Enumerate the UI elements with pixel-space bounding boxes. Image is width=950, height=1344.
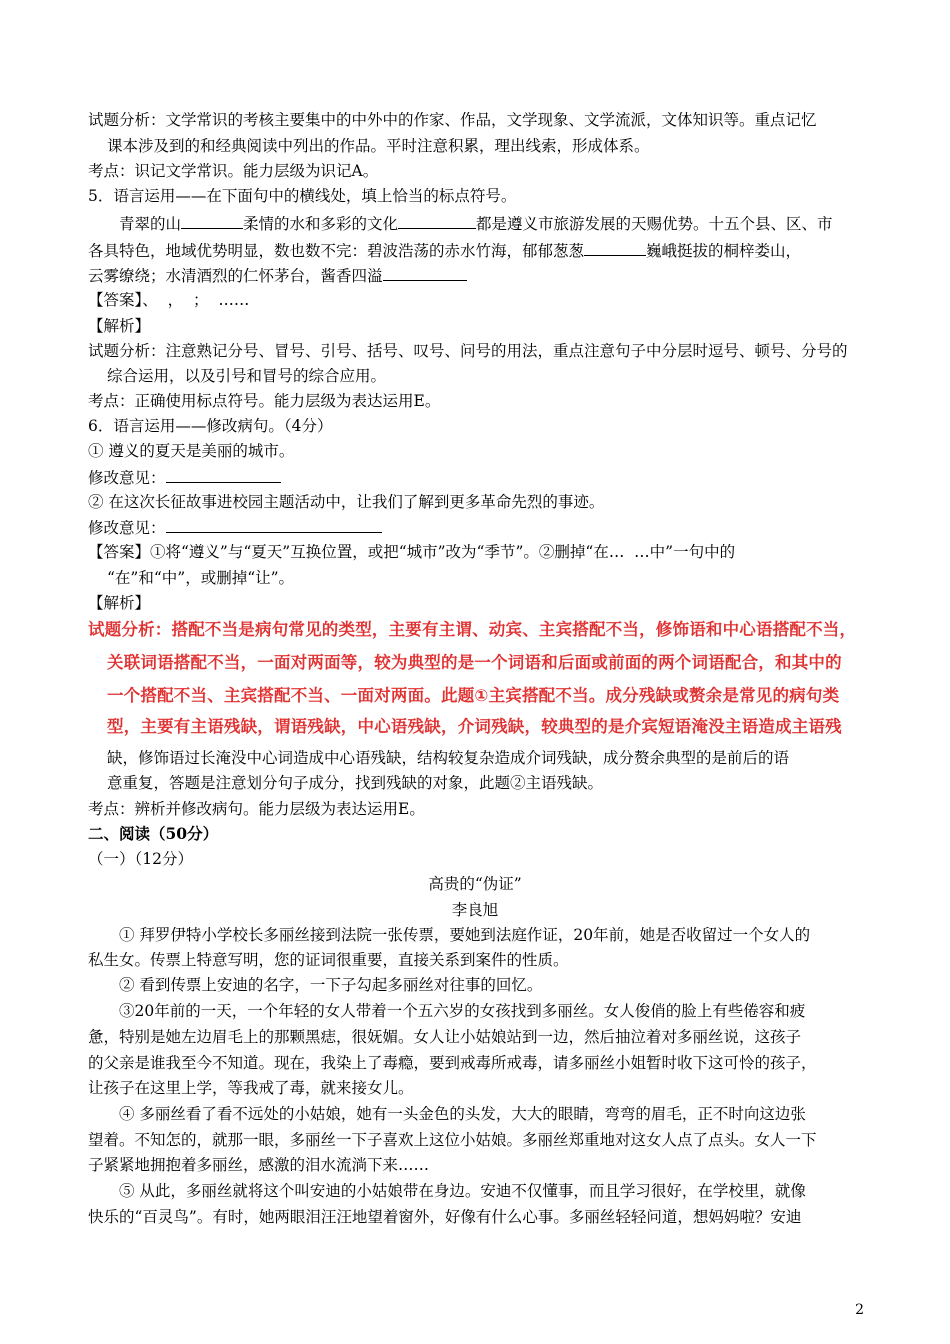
- paragraph-4-line2: 望着。不知怎的，就那一眼，多丽丝一下子喜欢上这位小姑娘。多丽丝郑重地对这女人点了点头。女人一下: [88, 1131, 817, 1149]
- q6-fix1: 修改意见：: [88, 467, 281, 488]
- page-number: 2: [855, 1302, 864, 1318]
- q6-fix2: 修改意见：: [88, 517, 382, 538]
- paragraph-5-line2: 快乐的“百灵鸟”。有时，她两眼泪汪汪地望着窗外，好像有什么心事。多丽丝轻轻问道，想妈妈啦？安迪: [88, 1208, 802, 1226]
- q6-analysis-red-line1: 试题分析：搭配不当是病句常见的类型，主要有主谓、动宾、主宾搭配不当，修饰语和中心语搭配不当，: [88, 620, 857, 639]
- q6-sentence2: ② 在这次长征故事进校园主题活动中，让我们了解到更多革命先烈的事迹。: [88, 493, 605, 511]
- blank[interactable]: [398, 213, 476, 229]
- q5-point: 考点：正确使用标点符号。能力层级为表达运用E。: [88, 392, 441, 410]
- q6-answer-line1: 【答案】①将“遵义”与“夏天”互换位置，或把“城市”改为“季节”。②删掉“在… …中”一句中的: [88, 543, 736, 561]
- q6-analysis-red-line3: 一个搭配不当、主宾搭配不当、一面对两面。此题①主宾搭配不当。成分残缺或赘余是常见的病句类: [107, 686, 840, 705]
- q5-passage-line1: 青翠的山 柔情的水和多彩的文化 都是遵义市旅游发展的天赐优势。十五个县、区、市: [119, 215, 833, 233]
- section-heading: 二、阅读（50分）: [88, 824, 219, 843]
- answer-line[interactable]: [166, 517, 382, 533]
- q6-title: 6．语言运用——修改病句。（4分）: [88, 417, 333, 435]
- paragraph-3-line4: 让孩子在这里上学，等我戒了毒，就来接女儿。: [88, 1079, 414, 1097]
- q6-analysis-line5: 缺，修饰语过长淹没中心词造成中心语残缺，结构较复杂造成介词残缺，成分赘余典型的是前后的语: [107, 749, 790, 767]
- article-author: 李良旭: [451, 901, 499, 919]
- q6-analysis-label: 【解析】: [88, 594, 151, 612]
- q5-passage-line3: 云雾缭绕；水清酒烈的仁怀茅台，酱香四溢: [88, 265, 467, 286]
- paragraph-3-line3: 的父亲是谁我至今不知道。现在，我染上了毒瘾，要到戒毒所戒毒，请多丽丝小姐暂时收下这可怜的孩子，: [88, 1054, 817, 1072]
- answer-line[interactable]: [166, 467, 281, 483]
- q6-sentence1: ① 遵义的夏天是美丽的城市。: [88, 442, 295, 460]
- q6-analysis-red-line2: 关联词语搭配不当，一面对两面等，较为典型的是一个词语和后面或前面的两个词语配合，和其中的: [107, 653, 842, 672]
- q4-analysis-line1: 试题分析：文学常识的考核主要集中的中外中的作家、作品，文学现象、文学流派，文体知识等。重点记忆: [88, 111, 817, 129]
- paragraph-1-line2: 私生女。传票上特意写明，您的证词很重要，直接关系到案件的性质。: [88, 951, 569, 969]
- q5-analysis-line1: 试题分析：注意熟记分号、冒号、引号、括号、叹号、问号的用法，重点注意句子中分层时逗号、顿号、分号的: [88, 342, 848, 360]
- paragraph-4-line3: 子紧紧地拥抱着多丽丝，感激的泪水流淌下来……: [88, 1156, 430, 1174]
- blank[interactable]: [383, 265, 467, 281]
- q5-analysis-label: 【解析】: [88, 317, 151, 335]
- paragraph-4-line1: ④ 多丽丝看了看不远处的小姑娘，她有一头金色的头发，大大的眼睛，弯弯的眉毛，正不时向这边张: [119, 1105, 806, 1123]
- q6-analysis-line6: 意重复，答题是注意划分句子成分，找到残缺的对象，此题②主语残缺。: [107, 774, 604, 792]
- paragraph-3-line1: ③20年前的一天，一个年轻的女人带着一个五六岁的女孩找到多丽丝。女人俊俏的脸上有些倦容和疲: [119, 1002, 806, 1020]
- q5-title: 5．语言运用——在下面句中的横线处，填上恰当的标点符号。: [88, 187, 517, 205]
- paragraph-1-line1: ① 拜罗伊特小学校长多丽丝接到法院一张传票，要她到法庭作证，20年前，她是否收留过一个女人的: [119, 926, 811, 944]
- q5-passage-line2: 各具特色，地域优势明显，数也数不完：碧波浩荡的赤水竹海，郁郁葱葱 巍峨挺拔的桐梓娄山，: [88, 242, 802, 260]
- q5-answer: 【答案】、 ， ； ……: [88, 291, 250, 309]
- q6-point: 考点：辨析并修改病句。能力层级为表达运用E。: [88, 800, 425, 818]
- q4-point: 考点：识记文学常识。能力层级为识记A。: [88, 162, 379, 180]
- subsection-heading: （一）（12分）: [88, 850, 193, 868]
- q4-analysis-line2: 课本涉及到的和经典阅读中列出的作品。平时注意积累，理出线索，形成体系。: [107, 137, 650, 155]
- q6-answer-line2: “在”和“中”，或删掉“让”。: [107, 569, 295, 587]
- paragraph-5-line1: ⑤ 从此，多丽丝就将这个叫安迪的小姑娘带在身边。安迪不仅懂事，而且学习很好，在学校里，就像: [119, 1182, 806, 1200]
- paragraph-2: ② 看到传票上安迪的名字，一下子勾起多丽丝对往事的回忆。: [119, 976, 543, 994]
- blank[interactable]: [584, 240, 646, 256]
- blank[interactable]: [181, 213, 243, 229]
- paragraph-3-line2: 惫，特别是她左边眉毛上的那颗黑痣，很妩媚。女人让小姑娘站到一边，然后抽泣着对多丽丝说，这孩子: [88, 1028, 802, 1046]
- q6-analysis-red-line4: 型，主要有主语残缺，谓语残缺，中心语残缺，介词残缺，较典型的是介宾短语淹没主语造成主语残: [107, 717, 842, 736]
- q5-analysis-line2: 综合运用，以及引号和冒号的综合应用。: [107, 367, 387, 385]
- article-title: 高贵的“伪证”: [428, 875, 522, 893]
